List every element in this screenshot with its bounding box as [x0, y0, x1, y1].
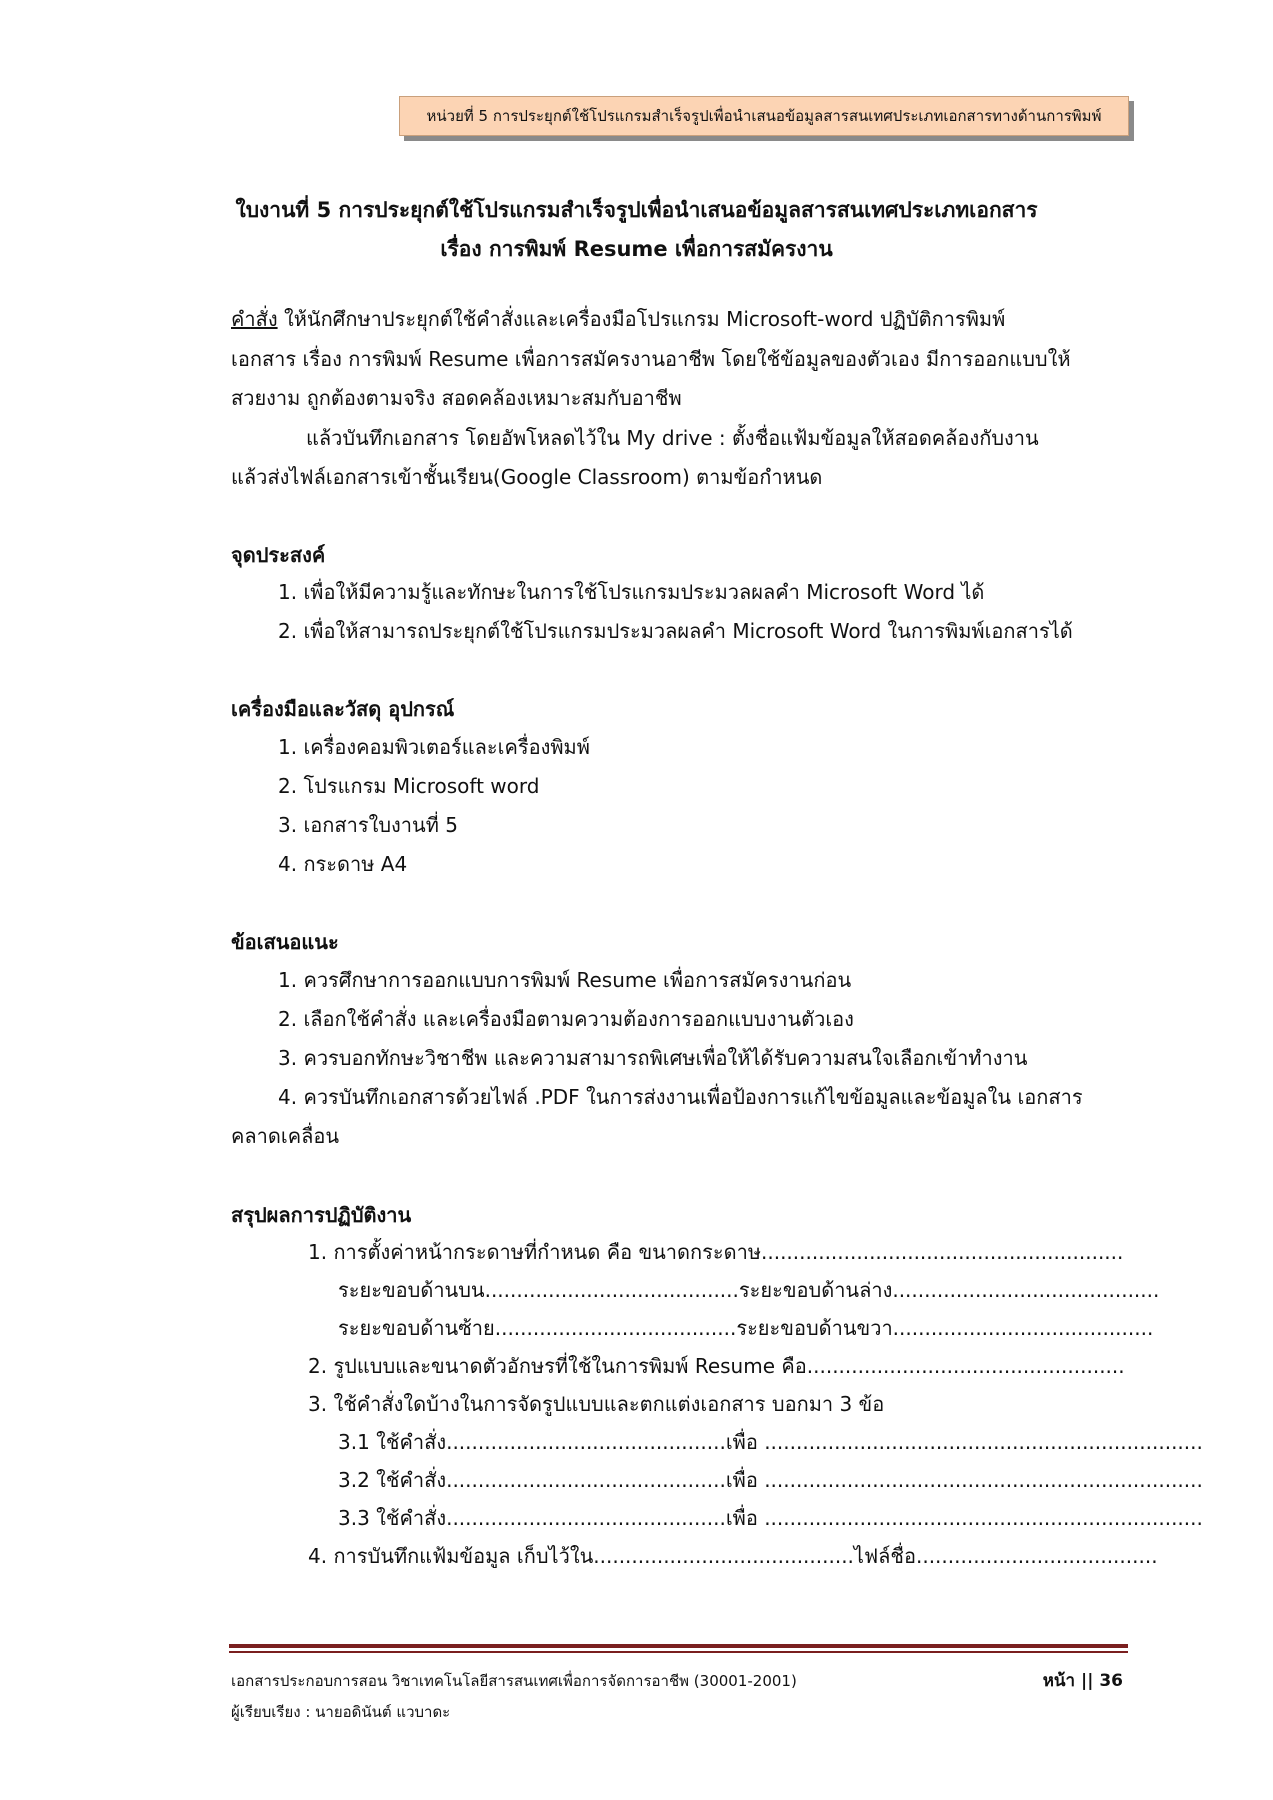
summary-line: 1. การตั้งค่าหน้ากระดาษที่กำหนด คือ ขนาดกระดาษ.........................................................: [308, 1240, 1124, 1264]
worksheet-title-line1: ใบงานที่ 5 การประยุกต์ใช้โปรแกรมสำเร็จรูปเพื่อนำเสนอข้อมูลสารสนเทศประเภทเอกสาร: [235, 198, 1038, 222]
instruction-label: คำสั่ง: [231, 307, 278, 331]
instruction-line4: แล้วบันทึกเอกสาร โดยอัพโหลดไว้ใน My drive : ตั้งชื่อแฟ้มข้อมูลให้สอดคล้องกับงาน: [306, 426, 1039, 450]
instruction-line5: แล้วส่งไฟล์เอกสารเข้าชั้นเรียน(Google Classroom) ตามข้อกำหนด: [231, 465, 823, 489]
summary-line: 3.3 ใช้คำสั่ง............................................เพื่อ .....................................................................: [338, 1506, 1203, 1530]
footer-divider-thin: [229, 1651, 1128, 1653]
tools-heading: เครื่องมือและวัสดุ อุปกรณ์: [231, 697, 455, 721]
footer-course: เอกสารประกอบการสอน วิชาเทคโนโลยีสารสนเทศเพื่อการจัดการอาชีพ (30001-2001): [231, 1672, 797, 1690]
unit-header: หน่วยที่ 5 การประยุกต์ใช้โปรแกรมสำเร็จรูปเพื่อนำเสนอข้อมูลสารสนเทศประเภทเอกสารทางด้านการพิมพ์: [399, 96, 1129, 136]
instruction-line1: [231, 305, 1005, 333]
summary-line: 3. ใช้คำสั่งใดบ้างในการจัดรูปแบบและตกแต่งเอกสาร บอกมา 3 ข้อ: [308, 1392, 885, 1416]
suggestion-item: 4. ควรบันทึกเอกสารด้วยไฟล์ .PDF ในการส่งงานเพื่อป้องการแก้ไขข้อมูลและข้อมูลใน เอกสาร: [278, 1085, 1083, 1109]
summary-line: 4. การบันทึกแฟ้มข้อมูล เก็บไว้ใน.........................................ไฟล์ชื่อ......................................: [308, 1544, 1158, 1568]
footer-divider: [229, 1644, 1128, 1648]
suggestion-item: 2. เลือกใช้คำสั่ง และเครื่องมือตามความต้องการออกแบบงานตัวเอง: [278, 1007, 854, 1031]
page-number: หน้า || 36: [1042, 1671, 1123, 1691]
worksheet-title-line2: เรื่อง การพิมพ์ Resume เพื่อการสมัครงาน: [440, 237, 833, 261]
objective-item: 1. เพื่อให้มีความรู้และทักษะในการใช้โปรแกรมประมวลผลคำ Microsoft Word ได้: [278, 580, 985, 604]
summary-line: ระยะขอบด้านบน........................................ระยะขอบด้านล่าง..........................................: [338, 1278, 1160, 1302]
tool-item: 4. กระดาษ A4: [278, 852, 408, 876]
summary-line: ระยะขอบด้านซ้าย......................................ระยะขอบด้านขวา.........................................: [338, 1316, 1154, 1340]
tool-item: 3. เอกสารใบงานที่ 5: [278, 813, 458, 837]
tool-item: 1. เครื่องคอมพิวเตอร์และเครื่องพิมพ์: [278, 735, 590, 759]
summary-heading: สรุปผลการปฏิบัติงาน: [231, 1203, 412, 1227]
instruction-line3: สวยงาม ถูกต้องตามจริง สอดคล้องเหมาะสมกับอาชีพ: [231, 386, 682, 410]
summary-line: 3.2 ใช้คำสั่ง............................................เพื่อ .....................................................................: [338, 1468, 1203, 1492]
summary-line: 3.1 ใช้คำสั่ง............................................เพื่อ .....................................................................: [338, 1430, 1203, 1454]
suggestions-heading: ข้อเสนอแนะ: [231, 930, 339, 954]
summary-line: 2. รูปแบบและขนาดตัวอักษรที่ใช้ในการพิมพ์ Resume คือ..................................................: [308, 1354, 1125, 1378]
footer-author: ผู้เรียบเรียง : นายอดินันต์ แวบาดะ: [231, 1703, 451, 1721]
suggestion-item: 3. ควรบอกทักษะวิชาชีพ และความสามารถพิเศษเพื่อให้ได้รับความสนใจเลือกเข้าทำงาน: [278, 1046, 1028, 1070]
objectives-heading: จุดประสงค์: [231, 543, 326, 567]
tool-item: 2. โปรแกรม Microsoft word: [278, 774, 540, 798]
suggestion-item-continued: คลาดเคลื่อน: [231, 1124, 340, 1148]
objective-item: 2. เพื่อให้สามารถประยุกต์ใช้โปรแกรมประมวลผลคำ Microsoft Word ในการพิมพ์เอกสารได้: [278, 619, 1073, 643]
instruction-text1: ให้นักศึกษาประยุกต์ใช้คำสั่งและเครื่องมือโปรแกรม Microsoft-word ปฏิบัติการพิมพ์: [277, 307, 1006, 331]
instruction-line2: เอกสาร เรื่อง การพิมพ์ Resume เพื่อการสมัครงานอาชีพ โดยใช้ข้อมูลของตัวเอง มีการออกแบบให้: [231, 347, 1071, 371]
suggestion-item: 1. ควรศึกษาการออกแบบการพิมพ์ Resume เพื่อการสมัครงานก่อน: [278, 968, 852, 992]
